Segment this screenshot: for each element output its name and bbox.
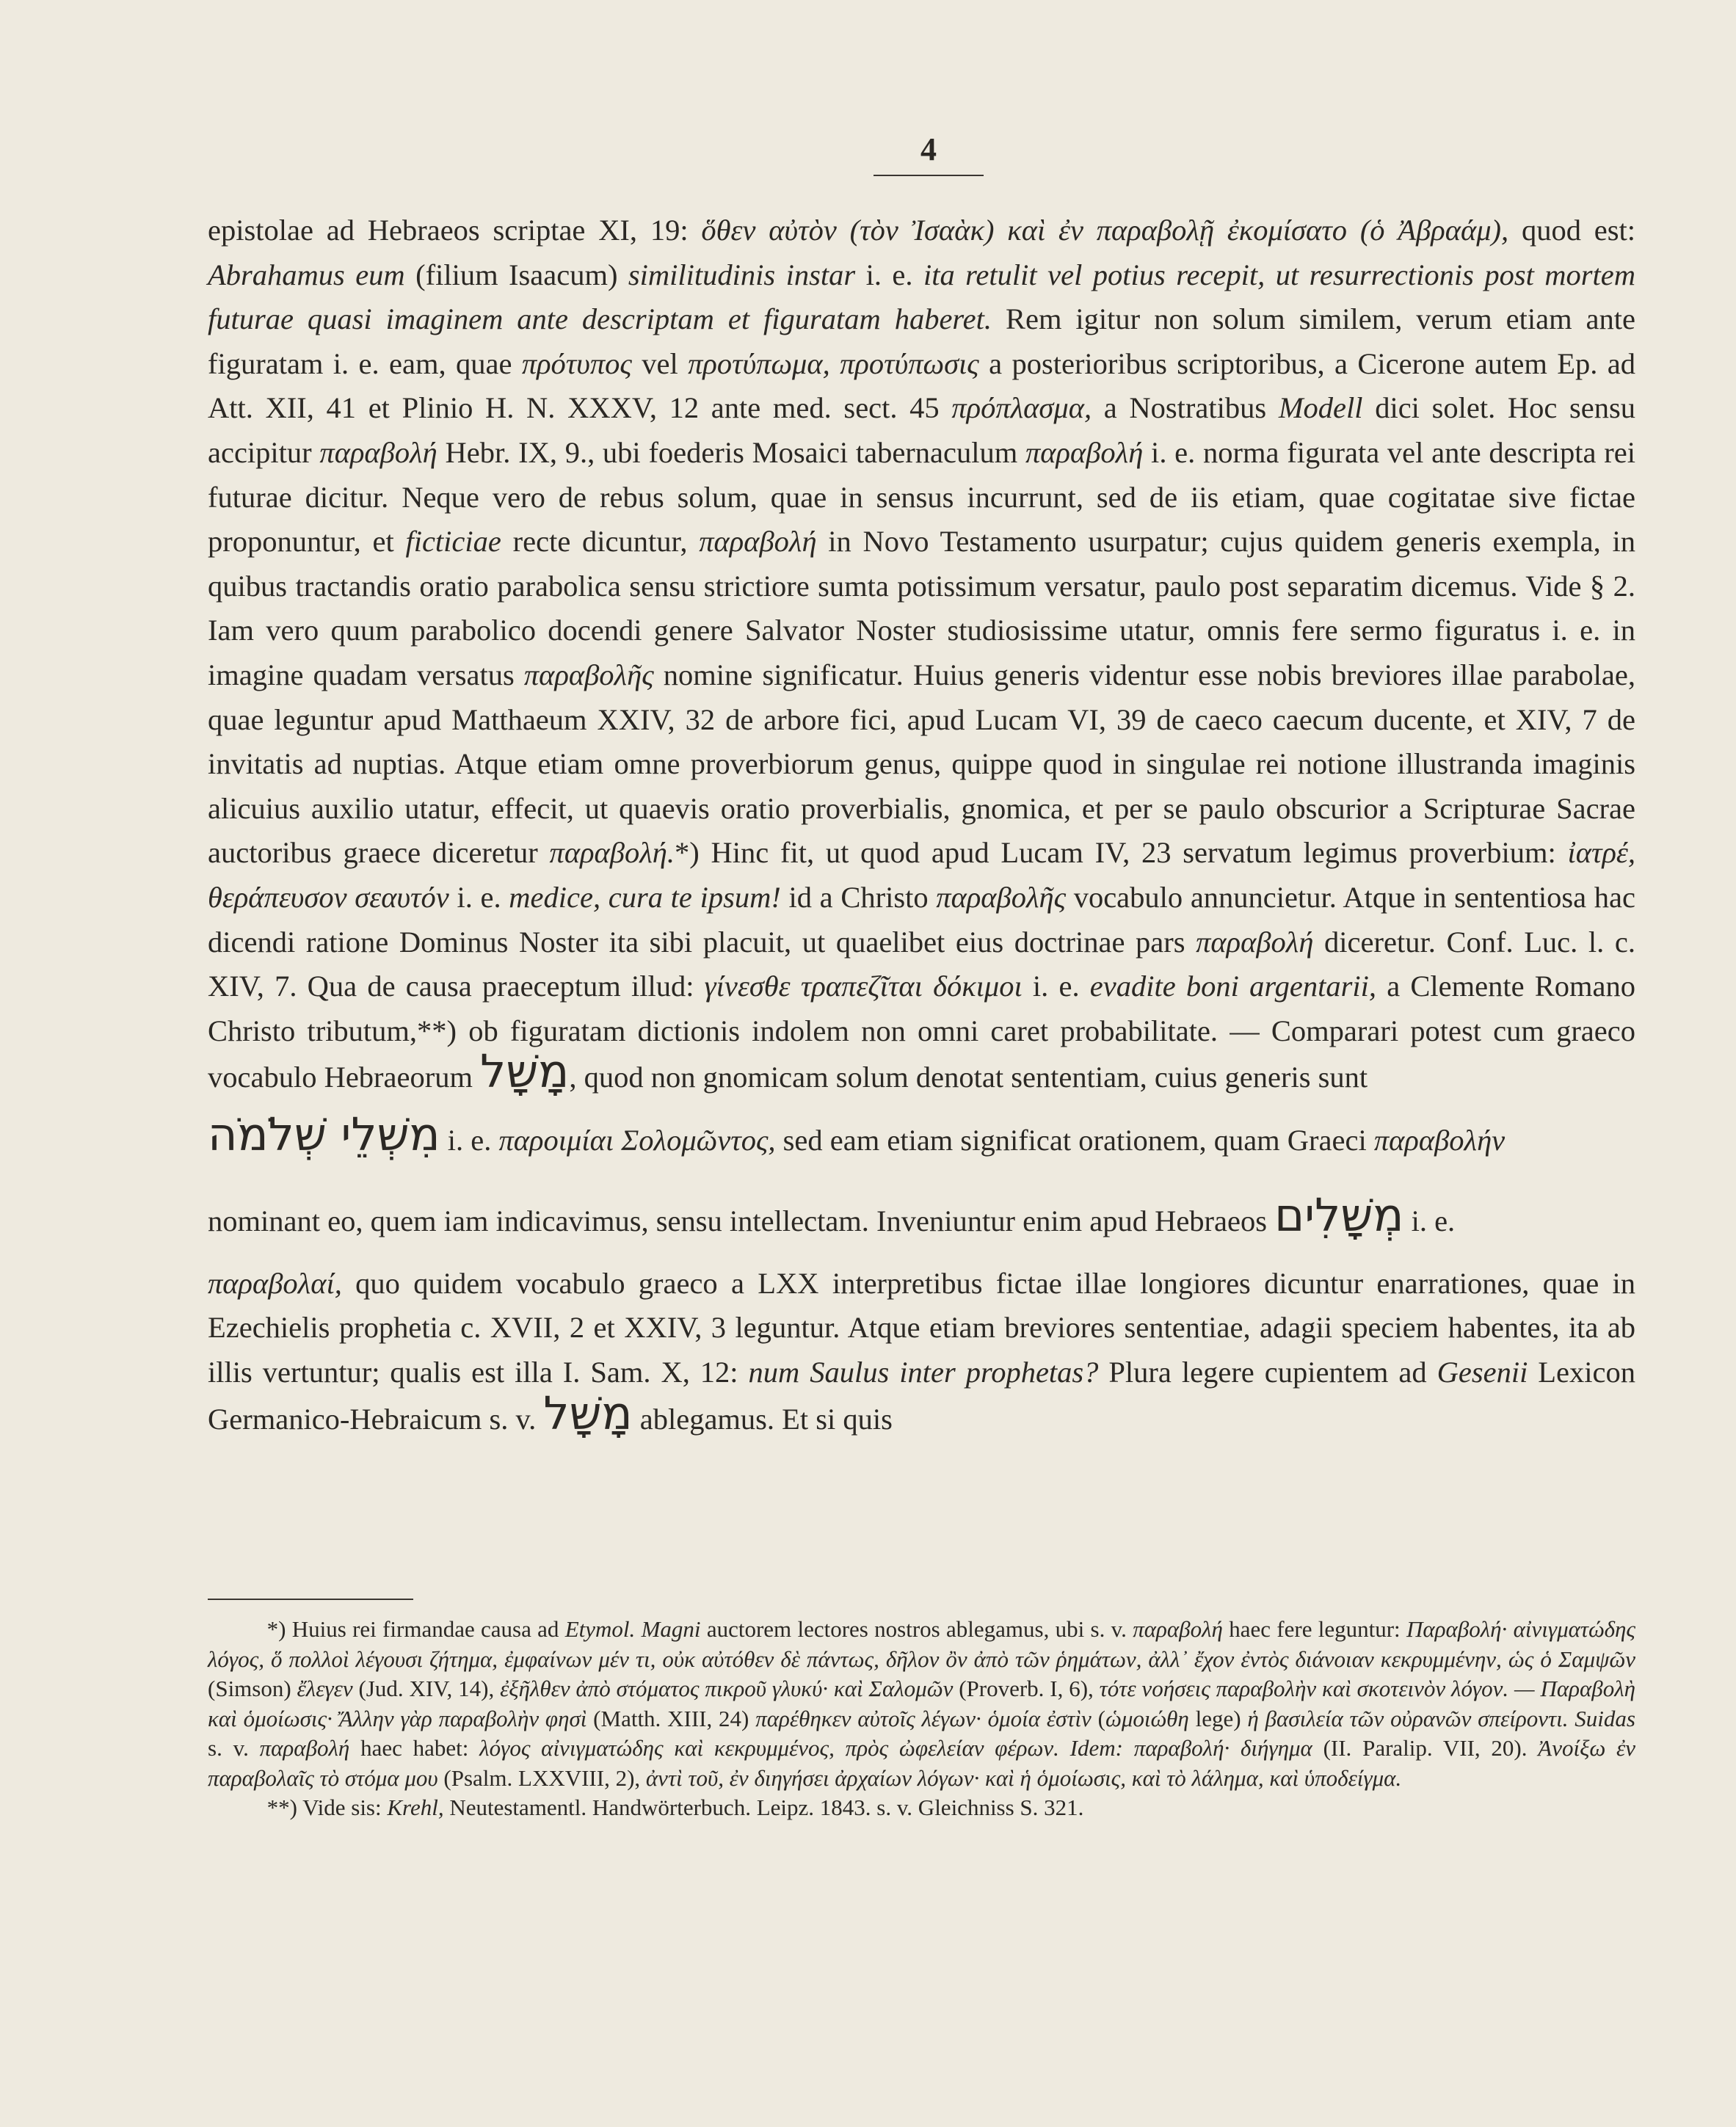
page-number: 4	[920, 131, 937, 167]
text-run: Neutestamentl. Handwörterbuch. Leipz. 1843. s. v. Gleichniss S. 321.	[443, 1795, 1084, 1820]
text-run: ablegamus. Et si quis	[632, 1402, 893, 1436]
text-run	[1059, 1735, 1070, 1761]
greek-quote: ὅθεν αὐτὸν (τὸν Ἰσαὰκ) καὶ ἐν παραβολῇ ἐκομίσατο (ὁ Ἀβραάμ),	[701, 214, 1509, 247]
italic-run: ita retulit vel potius recepit, ut resurrectionis post mortem futurae quasi imaginem ante descriptam et figuratam haberet.	[208, 258, 1636, 336]
text-run: lege)	[1188, 1705, 1248, 1731]
greek-word: παραβολή	[1196, 925, 1314, 959]
text-run: i. e.	[440, 1123, 499, 1157]
greek-word: ἔλεγεν	[297, 1676, 353, 1701]
text-run: s. v.	[208, 1735, 260, 1761]
italic-run: Modell	[1278, 391, 1363, 425]
greek-word: παραβολή	[1025, 435, 1144, 469]
text-run: , quod non gnomicam solum denotat sententiam, cuius generis sunt	[569, 1061, 1368, 1094]
text-run: i. e.	[855, 258, 923, 291]
paragraph-1	[208, 208, 1635, 1100]
italic-run: Abrahamus eum	[208, 258, 405, 291]
greek-quote: ἐξῆλθεν ἀπὸ στόματος πικροῦ γλυκύ· καὶ Σαλομῶν	[500, 1676, 954, 1701]
italic-run: Idem:	[1069, 1735, 1123, 1761]
italic-run: Krehl,	[387, 1795, 444, 1820]
text-run: Rem igitur non solum similem, verum etiam ante figuratam i. e. eam, quae	[208, 302, 1636, 380]
italic-run: Suidas	[1575, 1705, 1635, 1731]
greek-quote: ἰατρέ, θεράπευσον σεαυτόν	[208, 836, 1635, 914]
text-run: vocabulo annuncietur. Atque in sententiosa hac dicendi ratione Dominus Noster ita sibi placuit, ut quaelibet eius doctrinae pars	[208, 880, 1635, 959]
text-run: recte dicuntur,	[501, 525, 700, 559]
text-run: dici solet. Hoc sensu accipitur	[208, 391, 1635, 469]
text-run: auctorem lectores nostros ablegamus, ubi s. v.	[700, 1616, 1133, 1642]
text-run: nomine significatur. Huius generis videntur esse nobis breviores illae parabolae, quae leguntur apud Matthaeum XXIV, 32 de arbore fici, apud Lucam VI, 39 de caeco caecum ducente, et XIV, 7 de invitatis ad nuptias. Atque etiam omne proverbiorum genus, quippe quod in singulae rei notione illustranda imaginis alicuius auxilio utatur, effecit, ut quaevis oratio proverbialis, gnomica, et per se paulo obscurior a Scripturae Sacrae auctoribus graece diceretur	[208, 658, 1635, 870]
greek-quote: παρέθηκεν αὐτοῖς λέγων· ὁμοία ἐστὶν	[755, 1705, 1092, 1731]
main-text	[208, 208, 1635, 1441]
greek-quote: παραβολή· διήγημα	[1133, 1735, 1312, 1761]
paragraph-hebrew-line-2	[208, 1181, 1635, 1262]
text-run: haec fere leguntur:	[1222, 1616, 1406, 1642]
greek-word: ὡμοιώθη	[1105, 1705, 1189, 1731]
text-run: Plura legere cupientem ad	[1098, 1356, 1437, 1389]
paragraph-hebrew-line	[208, 1100, 1635, 1181]
italic-run: medice, cura te ipsum!	[509, 880, 781, 914]
text-run: nominant eo, quem iam indicavimus, sensu intellectam. Inveniuntur enim apud Hebraeos	[208, 1204, 1275, 1237]
italic-run: similitudinis instar	[628, 258, 856, 291]
greek-quote: ἀντὶ τοῦ, ἐν διηγήσει ἀρχαίων λόγων· καὶ ἡ ὁμοίωσις, καὶ τὸ λάλημα, καὶ ὑποδείγμα.	[645, 1764, 1402, 1791]
text-run: quod est:	[1508, 214, 1635, 247]
text-run: a Clemente Romano Christo tributum,**) ob figuratam dictionis indolem non omni caret probabilitate. — Comparari potest cum graeco vocabulo Hebraeorum	[208, 970, 1635, 1094]
footnote-1	[208, 1615, 1635, 1793]
text-run: i. e. norma figurata vel ante descripta rei futurae dicitur. Neque vero de rebus solum, quae in sensus incurrunt, sed de iis etiam, quae cogitatae sive fictae proponuntur, et	[208, 435, 1635, 559]
text-run: **) Vide sis:	[266, 1795, 388, 1820]
greek-word: παραβολῆς	[523, 658, 654, 691]
text-run: quo quidem vocabulo graeco a LXX interpretibus fictae illae longiores dicuntur enarrationes, quae in Ezechielis prophetia c. XVII, 2 et XXIV, 3 leguntur. Atque etiam breviores sententiae, adagii speciem habentes, ita ab illis vertuntur; qualis est illa I. Sam. X, 12:	[208, 1266, 1635, 1389]
text-run: (Matth. XIII, 24)	[586, 1705, 756, 1731]
hebrew-word: מְשָׁלִים	[1274, 1188, 1404, 1242]
greek-word: παραβολαί,	[208, 1266, 342, 1300]
text-run: (Psalm. LXXVIII, 2),	[437, 1764, 646, 1791]
text-run: id a Christo	[780, 880, 937, 914]
italic-run: Gesenii	[1437, 1356, 1528, 1389]
text-run: (Jud. XIV, 14),	[352, 1676, 501, 1701]
text-run: (	[1091, 1705, 1105, 1731]
text-run: in Novo Testamento usurpatur; cujus quidem generis exempla, in quibus tractandis oratio parabolica sensu strictiore sumta potissimum versatur, paulo post separatim dicemus. Vide § 2. Iam vero quum parabolico docendi genere Salvator Noster studiosissime utatur, omnis fere sermo figuratus i. e. in imagine quadam versatus	[208, 525, 1635, 691]
greek-word: παραβολή	[259, 1735, 350, 1761]
greek-quote: λόγος αἰνιγματώδης καὶ κεκρυμμένος, πρὸς ὠφελείαν φέρων.	[479, 1735, 1059, 1761]
greek-quote: παροιμίαι Σολομῶντος,	[498, 1123, 776, 1157]
text-run: epistolae ad Hebraeos scriptae XI, 19:	[208, 214, 702, 247]
text-run: Hebr. IX, 9., ubi foederis Mosaici tabernaculum	[437, 435, 1025, 469]
greek-word: παραβολή	[699, 525, 817, 559]
text-run: haec habet:	[349, 1735, 480, 1761]
greek-quote: τότε νοήσεις παραβολὴν καὶ σκοτεινὸν λόγον. — Παραβολὴ καὶ ὁμοίωσις· Ἄλλην γὰρ παραβολὴν φησὶ	[208, 1676, 1636, 1731]
greek-word: παραβολή	[319, 435, 437, 469]
text-run: sed eam etiam significat orationem, quam Graeci	[775, 1123, 1374, 1157]
greek-quote: ἡ βασιλεία τῶν οὐρανῶν σπείροντι.	[1247, 1705, 1569, 1731]
italic-run: evadite boni argentarii,	[1089, 970, 1376, 1003]
text-run: i. e.	[1403, 1204, 1456, 1237]
text-run: (filium Isaacum)	[404, 258, 628, 291]
page-number-rule	[874, 175, 984, 176]
italic-run: num Saulus inter prophetas?	[748, 1356, 1099, 1389]
italic-run: Etymol. Magni	[564, 1616, 701, 1642]
hebrew-word: מָשָׁל	[543, 1386, 633, 1440]
text-run: i. e.	[448, 880, 509, 914]
text-run: i. e.	[1022, 970, 1090, 1003]
footnote-2	[208, 1793, 1635, 1823]
greek-word: παραβολήν	[1373, 1123, 1506, 1157]
text-run	[1568, 1706, 1575, 1731]
text-run: *) Hinc fit, ut quod apud Lucam IV, 23 servatum legimus proverbium:	[674, 836, 1568, 870]
text-run: (II. Paralip. VII, 20).	[1312, 1735, 1539, 1761]
text-run: a Nostratibus	[1092, 391, 1279, 425]
text-run	[1123, 1735, 1134, 1761]
greek-word: παραβολή.	[549, 836, 675, 870]
text-run: *) Huius rei firmandae causa ad	[266, 1616, 565, 1642]
greek-quote: Ἀνοίξω ἐν παραβολαῖς τὸ στόμα μου	[208, 1735, 1636, 1791]
text-run: a posterioribus scriptoribus, a Cicerone autem Ep. ad Att. XII, 41 et Plinio H. N. XXXV, 12 ante med. sect. 45	[208, 346, 1635, 425]
text-run: (Simson)	[208, 1676, 297, 1701]
footnote-rule	[208, 1599, 413, 1600]
greek-word: παραβολῆς	[936, 880, 1067, 914]
paragraph-2	[208, 1262, 1635, 1441]
text-run: (Proverb. I, 6),	[953, 1676, 1100, 1701]
hebrew-word: מָשָׁל	[480, 1044, 570, 1099]
text-run: diceretur. Conf. Luc. l. c. XIV, 7. Qua de causa praeceptum illud:	[208, 925, 1635, 1003]
greek-word: παραβολή	[1133, 1616, 1223, 1642]
greek-quote: γίνεσθε τραπεζῖται δόκιμοι	[704, 970, 1023, 1003]
footnotes	[208, 1615, 1635, 1823]
text-run: Lexicon Germanico-Hebraicum s. v.	[208, 1356, 1635, 1436]
text-run: vel	[631, 346, 689, 380]
italic-run: ficticiae	[405, 525, 501, 559]
greek-word: πρότυπος	[521, 346, 632, 380]
greek-word: πρόπλασμα,	[951, 391, 1092, 425]
greek-word: προτύπωμα, προτύπωσις	[688, 346, 979, 380]
greek-quote: Παραβολή· αἰνιγματώδης λόγος, ὅ πολλοὶ λέγουσι ζήτημα, ἐμφαίνων μέν τι, οὐκ αὐτόθεν δὲ πάντως, δῆλον ὂν ἀπὸ τῶν ῥημάτων, ἀλλ᾽ ἔχον ἐντὸς διάνοιαν κεκρυμμένην, ὡς ὁ Σαμψῶν	[208, 1616, 1635, 1672]
hebrew-phrase: מִשְׁלֵי שְׁלֹמֹה	[208, 1107, 440, 1161]
